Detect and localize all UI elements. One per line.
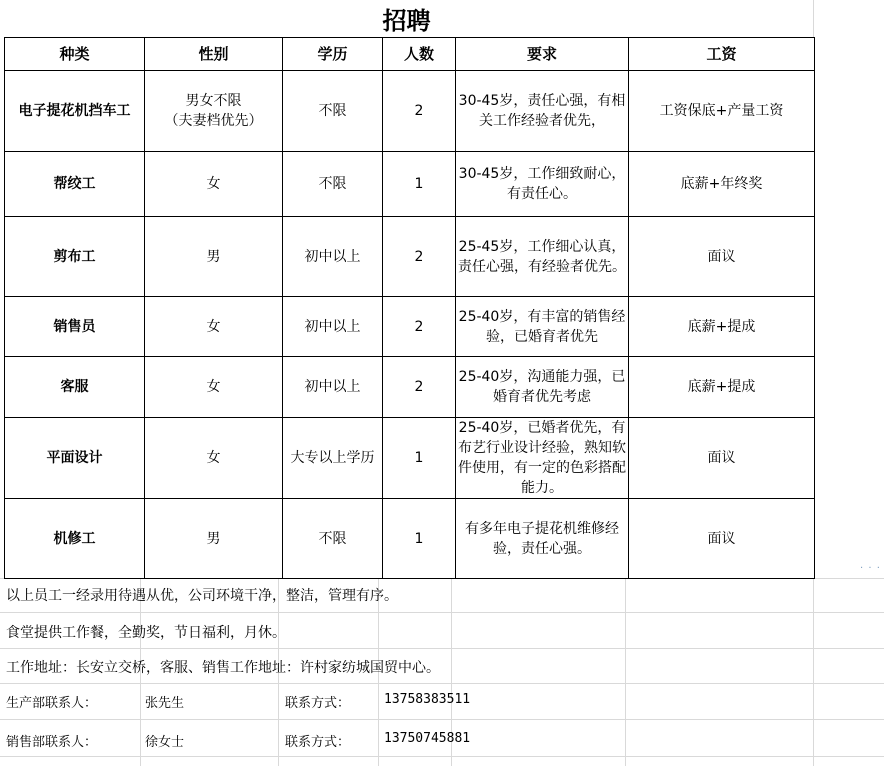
contact-dept-label[interactable]: 生产部联系人：	[6, 696, 98, 711]
cell-count[interactable]: 1	[383, 499, 456, 579]
cell-kind[interactable]: 剪布工	[5, 217, 145, 297]
cell-kind[interactable]: 电子提花机挡车工	[5, 71, 145, 152]
cell-salary[interactable]: 面议	[629, 499, 815, 579]
table-row	[5, 297, 815, 357]
recruitment-table	[4, 37, 815, 579]
cell-education[interactable]: 初中以上	[283, 217, 383, 297]
contact-method-label[interactable]: 联系方式：	[285, 735, 351, 750]
contact-row-production	[0, 692, 884, 714]
cell-requirements[interactable]: 25-40岁，有丰富的销售经验，已婚育者优先	[456, 297, 629, 357]
header-requirements[interactable]: 要求	[456, 38, 629, 71]
cell-count[interactable]: 2	[383, 297, 456, 357]
cell-gender[interactable]: 女	[145, 297, 283, 357]
cell-education[interactable]: 不限	[283, 499, 383, 579]
selection-marker-icon: · · ·	[860, 563, 881, 574]
header-education[interactable]: 学历	[283, 38, 383, 71]
cell-gender[interactable]: 女	[145, 357, 283, 418]
welfare-note[interactable]: 食堂提供工作餐，全勤奖，节日福利，月休。	[6, 625, 286, 641]
contact-phone[interactable]: 13750745881	[384, 731, 471, 746]
cell-requirements[interactable]: 30-45岁，责任心强，有相关工作经验者优先，	[456, 71, 629, 152]
benefits-note[interactable]: 以上员工一经录用待遇从优，公司环境干净，整洁，管理有序。	[6, 588, 398, 604]
cell-gender[interactable]: 女	[145, 152, 283, 217]
table-row	[5, 217, 815, 297]
header-count[interactable]: 人数	[383, 38, 456, 71]
contact-name[interactable]: 张先生	[145, 696, 185, 711]
contact-row-sales	[0, 731, 884, 753]
cell-education[interactable]: 大专以上学历	[283, 418, 383, 499]
contact-name[interactable]: 徐女士	[145, 735, 185, 750]
cell-kind[interactable]: 平面设计	[5, 418, 145, 499]
cell-count[interactable]: 2	[383, 71, 456, 152]
cell-education[interactable]: 不限	[283, 71, 383, 152]
header-gender[interactable]: 性别	[145, 38, 283, 71]
header-kind[interactable]: 种类	[5, 38, 145, 71]
cell-gender[interactable]: 男	[145, 499, 283, 579]
cell-gender[interactable]: 女	[145, 418, 283, 499]
cell-education[interactable]: 初中以上	[283, 357, 383, 418]
table-row	[5, 152, 815, 217]
cell-requirements[interactable]: 25-40岁，已婚者优先，有布艺行业设计经验，熟知软件使用，有一定的色彩搭配能力。	[456, 418, 629, 499]
cell-count[interactable]: 2	[383, 357, 456, 418]
contact-method-label[interactable]: 联系方式：	[285, 696, 351, 711]
table-row	[5, 499, 815, 579]
cell-count[interactable]: 2	[383, 217, 456, 297]
contact-dept-label[interactable]: 销售部联系人：	[6, 735, 98, 750]
cell-education[interactable]: 不限	[283, 152, 383, 217]
cell-salary[interactable]: 面议	[629, 217, 815, 297]
cell-salary[interactable]: 工资保底+产量工资	[629, 71, 815, 152]
header-salary[interactable]: 工资	[629, 38, 815, 71]
cell-gender[interactable]: 男	[145, 217, 283, 297]
cell-salary[interactable]: 底薪+年终奖	[629, 152, 815, 217]
cell-requirements[interactable]: 25-45岁，工作细心认真，责任心强，有经验者优先。	[456, 217, 629, 297]
cell-requirements[interactable]: 有多年电子提花机维修经验，责任心强。	[456, 499, 629, 579]
cell-salary[interactable]: 底薪+提成	[629, 297, 815, 357]
cell-kind[interactable]: 客服	[5, 357, 145, 418]
cell-kind[interactable]: 销售员	[5, 297, 145, 357]
cell-kind[interactable]: 机修工	[5, 499, 145, 579]
cell-salary[interactable]: 底薪+提成	[629, 357, 815, 418]
cell-kind[interactable]: 帮绞工	[5, 152, 145, 217]
cell-requirements[interactable]: 30-45岁，工作细致耐心，有责任心。	[456, 152, 629, 217]
cell-gender[interactable]: 男女不限 （夫妻档优先）	[145, 71, 283, 152]
cell-education[interactable]: 初中以上	[283, 297, 383, 357]
cell-count[interactable]: 1	[383, 418, 456, 499]
table-row	[5, 418, 815, 499]
cell-requirements[interactable]: 25-40岁，沟通能力强，已婚育者优先考虑	[456, 357, 629, 418]
cell-salary[interactable]: 面议	[629, 418, 815, 499]
page-title: 招聘	[0, 0, 813, 37]
cell-count[interactable]: 1	[383, 152, 456, 217]
address-note[interactable]: 工作地址：长安立交桥，客服、销售工作地址：许村家纺城国贸中心。	[6, 660, 440, 676]
contact-phone[interactable]: 13758383511	[384, 692, 471, 707]
table-row	[5, 71, 815, 152]
table-row	[5, 357, 815, 418]
table-header-row	[5, 38, 815, 71]
